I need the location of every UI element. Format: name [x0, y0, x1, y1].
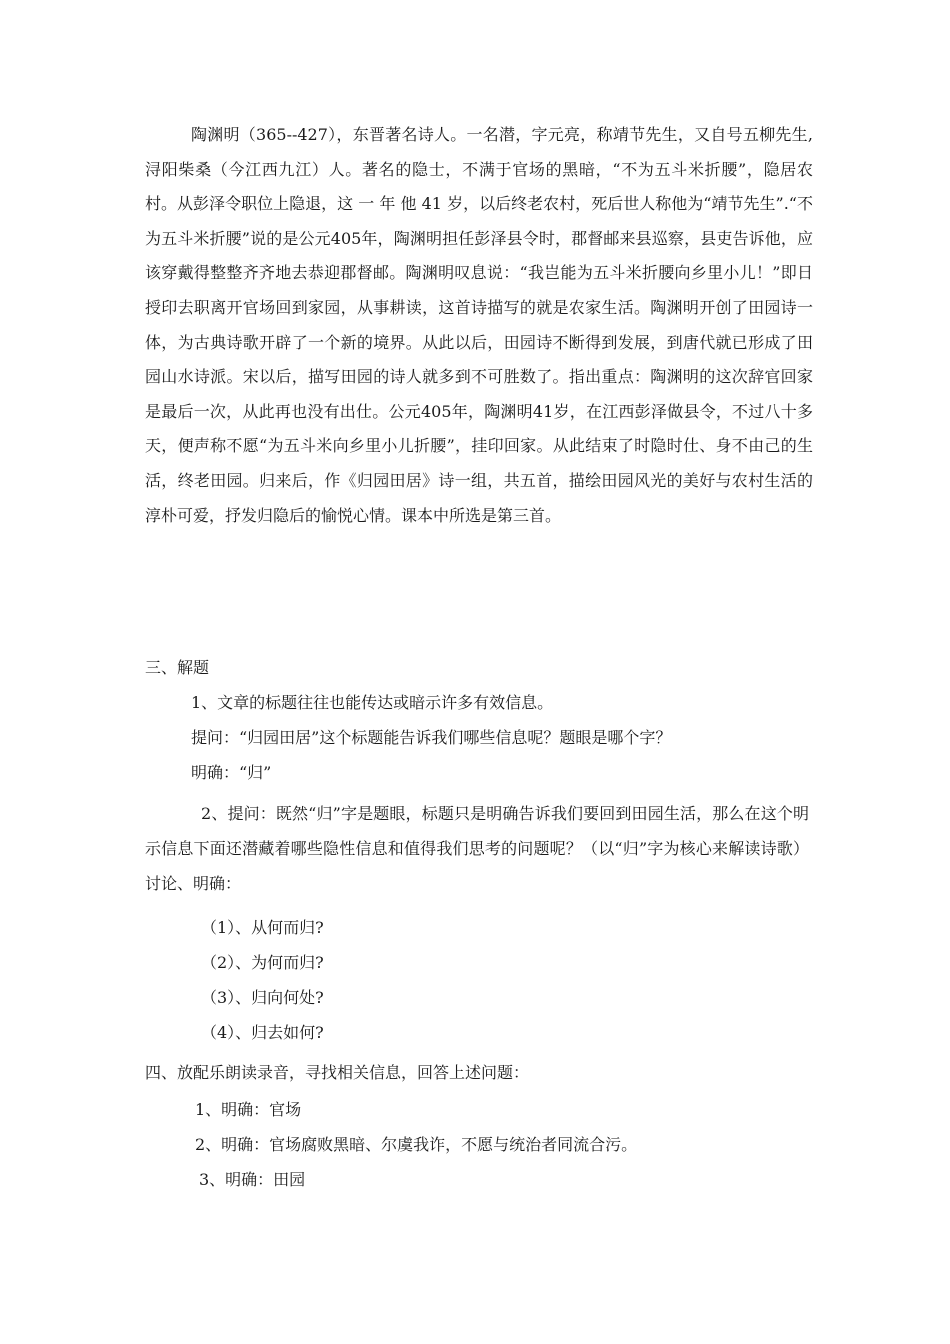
bio-paragraph: 陶渊明（365--427），东晋著名诗人。一名潜，字元亮，称靖节先生，又自号五柳先生,浔阳柴桑（今江西九江）人。著名的隐士，不满于官场的黑暗，“不为五斗米折腰”，隐居农村。从彭泽令职位上隐退，这 一 年 他 41 岁，以后终老农村，死后世人称他为“靖节先生”.“不为五斗米折腰”说的是公元405年，陶渊明担任彭泽县令时，郡督邮来县巡察，县吏告诉他，应该穿戴得整整齐齐地去恭迎郡督邮。陶渊明叹息说：“我岂能为五斗米折腰向乡里小儿！”即日授印去职离开官场回到家园，从事耕读，这首诗描写的就是农家生活。陶渊明开创了田园诗一体，为古典诗歌开辟了一个新的境界。从此以后，田园诗不断得到发展，到唐代就已形成了田园山水诗派。宋以后，描写田园的诗人就多到不可胜数了。指出重点：陶渊明的这次辞官回家是最后一次，从此再也没有出仕。公元405年，陶渊明41岁，在江西彭泽做县令，不过八十多天，便声称不愿“为五斗米向乡里小儿折腰”，挂印回家。从此结束了时隐时仕、身不由己的生活，终老田园。归来后，作《归园田居》诗一组，共五首，描绘田园风光的美好与农村生活的淳朴可爱，抒发归隐后的愉悦心情。课本中所选是第三首。 [145, 125, 813, 525]
answer-item: 3、明确：田园 [199, 1170, 306, 1189]
question-item: （4）、归去如何? [201, 1023, 324, 1042]
question-item: （2）、为何而归? [201, 953, 324, 972]
section-4-heading: 四、放配乐朗读录音，寻找相关信息，回答上述问题： [145, 1063, 530, 1082]
question-item: （3）、归向何处? [201, 988, 324, 1007]
item-1-question: 提问：“归园田居”这个标题能告诉我们哪些信息呢？题眼是哪个字？ [191, 728, 672, 747]
section-3-item-1: 1、文章的标题往往也能传达或暗示许多有效信息。 [191, 693, 554, 712]
answer-item: 2、明确：官场腐败黑暗、尔虞我诈，不愿与统治者同流合污。 [195, 1135, 638, 1154]
item-1-answer: 明确：“归” [191, 763, 272, 782]
section-3-heading: 三、解题 [145, 658, 210, 677]
answer-item: 1、明确：官场 [195, 1100, 302, 1119]
section-3-item-2: 2、提问：既然“归”字是题眼，标题只是明确告诉我们要回到田园生活，那么在这个明示信息下面还潜藏着哪些隐性信息和值得我们思考的问题呢？（以“归”字为核心来解读诗歌）讨论、明确： [145, 804, 809, 893]
question-item: （1）、从何而归? [201, 918, 324, 937]
